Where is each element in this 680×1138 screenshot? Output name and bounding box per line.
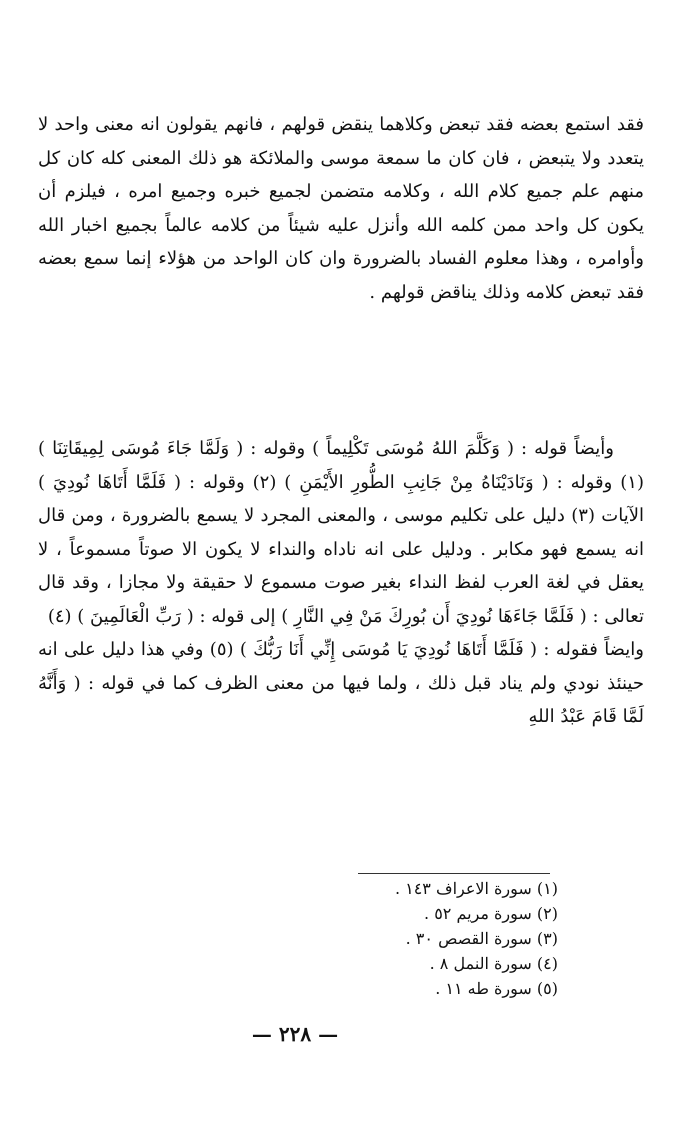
main-text-block-1: [38, 108, 644, 309]
page-number: — ٢٢٨ —: [251, 1022, 339, 1046]
footnotes-list: [300, 876, 558, 1001]
footnote-item: (٣) سورة القصص ٣٠ .: [405, 929, 558, 948]
footnote-divider: [358, 873, 550, 874]
footnote-item: (١) سورة الاعراف ١٤٣ .: [394, 879, 558, 898]
footnote-item: (٢) سورة مريم ٥٢ .: [424, 904, 558, 923]
main-text-block-2: [38, 432, 644, 734]
paragraph-2: وأيضاً قوله : ( وَكَلَّمَ اللهُ مُوسَى تَكْلِيماً ) وقوله : ( وَلَمَّا جَاءَ مُوسَى لِمِيقَاتِنَا ) (١) وقوله : ( وَنَادَيْنَاهُ مِنْ جَانِبِ الطُّورِ الأَيْمَنِ ) (٢) وقوله : ( فَلَمَّا أَتَاهَا نُودِيَ ) الآيات (٣) دليل على تكليم موسى ، والمعنى المجرد لا يسمع بالضرورة ، ومن قال انه يسمع فهو مكابر . ودليل على انه ناداه والنداء لا يكون الا صوتاً مسموعاً ، لا يعقل في لغة العرب لفظ النداء بغير صوت مسموع لا حقيقة ولا مجازا ، وقد قال تعالى : ( فَلَمَّا جَاءَهَا نُودِيَ أَن بُورِكَ مَنْ فِي النَّارِ ) إلى قوله : ( رَبِّ الْعَالَمِينَ ) (٤): [38, 438, 645, 627]
paragraph-3: وايضاً فقوله : ( فَلَمَّا أَتَاهَا نُودِيَ يَا مُوسَى إِنِّي أَنَا رَبُّكَ ) (٥) وفي هذا دليل على انه حينئذ نودي ولم يناد قبل ذلك ، ولما فيها من معنى الظرف كما في قوله : ( وَأَنَّهُ لَمَّا قَامَ عَبْدُ اللهِ: [38, 639, 644, 727]
footnote-item: (٤) سورة النمل ٨ .: [429, 954, 558, 973]
footnote-item: (٥) سورة طه ١١ .: [435, 979, 558, 998]
paragraph-1: فقد استمع بعضه فقد تبعض وكلاهما ينقض قولهم ، فانهم يقولون انه معنى واحد لا يتعدد ولا يتبعض ، فان كان ما سمعة موسى والملائكة هو ذلك المعنى كله كان كل منهم علم جميع كلام الله ، وكلامه متضمن لجميع خبره وجميع امره ، فيلزم أن يكون كل واحد ممن كلمه الله وأنزل عليه شيئاً من كلامه عالماً بجميع اخبار الله وأوامره ، وهذا معلوم الفساد بالضرورة وان كان الواحد من هؤلاء إنما سمع بعضه فقد تبعض كلامه وذلك يناقض قولهم .: [38, 114, 644, 303]
